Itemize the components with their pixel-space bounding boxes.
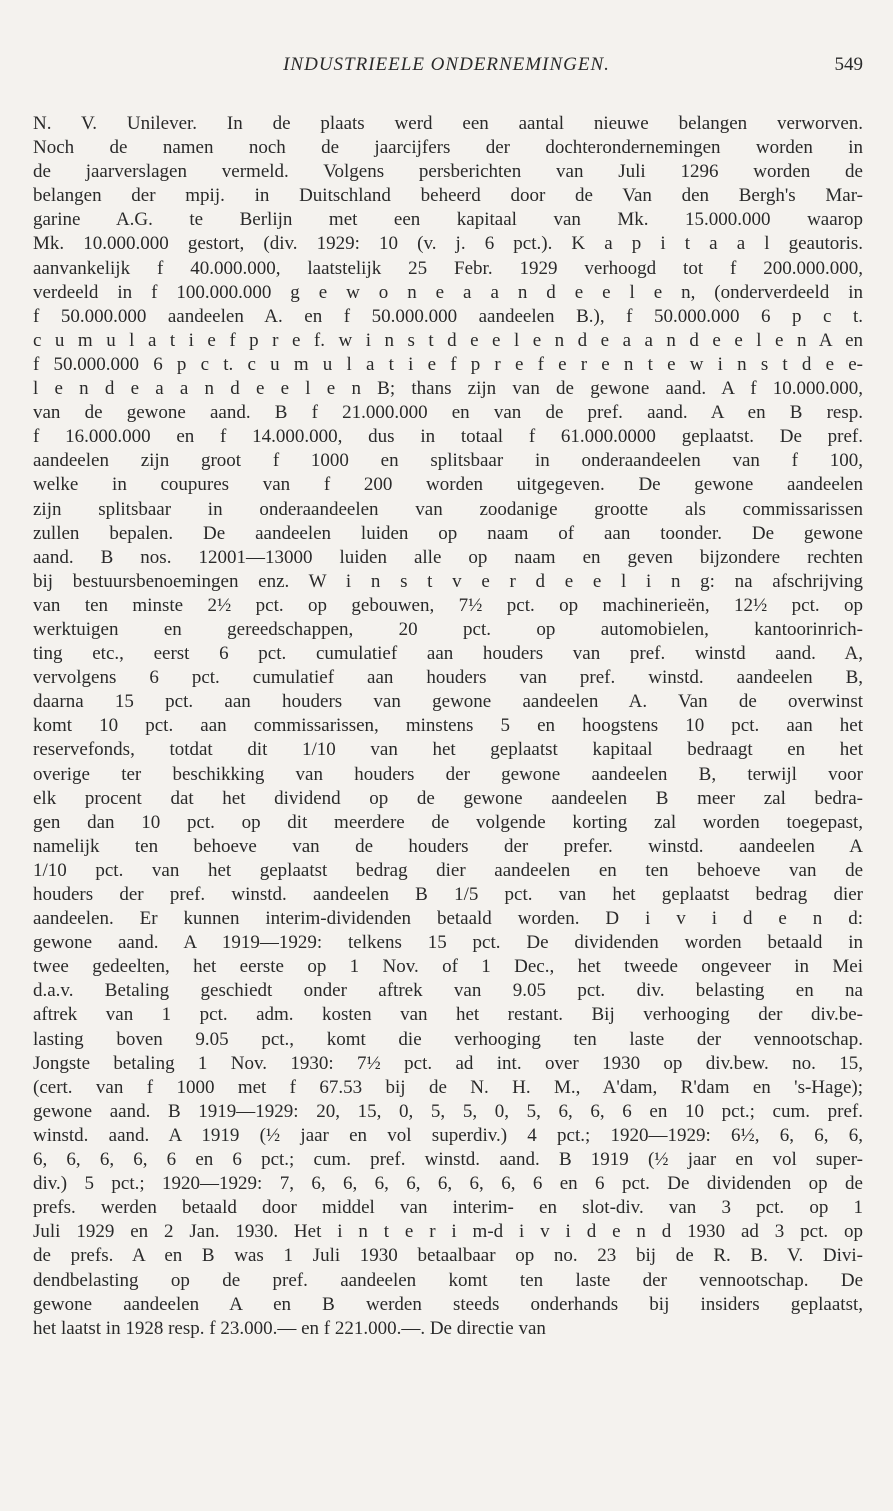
text-line: welke in coupures van f 200 worden uitgegeven. De gewone aandeelen (33, 474, 863, 496)
text-line: Noch de namen noch de jaarcijfers der dochterondernemingen worden in (33, 137, 863, 159)
text-line: gewone aandeelen A en B werden steeds onderhands bij insiders geplaatst, (33, 1293, 863, 1315)
text-line: f 50.000.000 6 p c t. c u m u l a t i e f p r e f e r e n t e w i n s t d e e- (33, 353, 863, 375)
text-line: komt 10 pct. aan commissarissen, minstens 5 en hoogstens 10 pct. aan het (33, 715, 863, 737)
text-line: Juli 1929 en 2 Jan. 1930. Het i n t e r i m-d i v i d e n d 1930 ad 3 pct. op (33, 1221, 863, 1243)
text-line: het laatst in 1928 resp. f 23.000.— en f 221.000.—. De directie van (33, 1317, 546, 1339)
text-line: gewone aand. B 1919—1929: 20, 15, 0, 5, 5, 0, 5, 6, 6, 6 en 10 pct.; cum. pref. (33, 1100, 863, 1122)
text-line: gen dan 10 pct. op dit meerdere de volgende korting zal worden toegepast, (33, 811, 863, 833)
text-line: lasting boven 9.05 pct., komt die verhooging ten laste der vennootschap. (33, 1028, 863, 1050)
text-line: gewone aand. A 1919—1929: telkens 15 pct. De dividenden worden betaald in (33, 932, 863, 954)
text-line: aandeelen zijn groot f 1000 en splitsbaar in onderaandeelen van f 100, (33, 450, 863, 472)
page-header (0, 54, 893, 84)
text-line: twee gedeelten, het eerste op 1 Nov. of 1 Dec., het tweede ongeveer in Mei (33, 956, 863, 978)
text-line: c u m u l a t i e f p r e f. w i n s t d e e l e n d e a a n d e e l e n A en (33, 329, 863, 351)
page-number: 549 (834, 54, 863, 75)
text-line: reservefonds, totdat dit 1/10 van het geplaatst kapitaal bedraagt en het (33, 739, 863, 761)
text-line: 1/10 pct. van het geplaatst bedrag dier aandeelen en ten behoeve van de (33, 859, 863, 881)
text-line: van de gewone aand. B f 21.000.000 en van de pref. aand. A en B resp. (33, 402, 863, 424)
text-line: van ten minste 2½ pct. op gebouwen, 7½ pct. op machinerieën, 12½ pct. op (33, 594, 863, 616)
text-line: elk procent dat het dividend op de gewone aandeelen B meer zal bedra- (33, 787, 863, 809)
running-title: INDUSTRIEELE ONDERNEMINGEN. (283, 54, 610, 75)
text-line: de jaarverslagen vermeld. Volgens persberichten van Juli 1296 worden de (33, 161, 863, 183)
text-line: Mk. 10.000.000 gestort, (div. 1929: 10 (v. j. 6 pct.). K a p i t a a l geautoris. (33, 233, 863, 255)
text-line: winstd. aand. A 1919 (½ jaar en vol superdiv.) 4 pct.; 1920—1929: 6½, 6, 6, 6, (33, 1124, 863, 1146)
text-line: garine A.G. te Berlijn met een kapitaal van Mk. 15.000.000 waarop (33, 209, 863, 231)
text-line: vervolgens 6 pct. cumulatief aan houders van pref. winstd. aandeelen B, (33, 667, 863, 689)
text-line: verdeeld in f 100.000.000 g e w o n e a a n d e e l e n, (onderverdeeld in (33, 281, 863, 303)
text-line: prefs. werden betaald door middel van interim- en slot-div. van 3 pct. op 1 (33, 1197, 863, 1219)
text-line: (cert. van f 1000 met f 67.53 bij de N. H. M., A'dam, R'dam en 's-Hage); (33, 1076, 863, 1098)
text-line: div.) 5 pct.; 1920—1929: 7, 6, 6, 6, 6, 6, 6, 6, 6 en 6 pct. De dividenden op de (33, 1173, 863, 1195)
text-line: overige ter beschikking van houders der gewone aandeelen B, terwijl voor (33, 763, 863, 785)
text-line: 6, 6, 6, 6, 6 en 6 pct.; cum. pref. winstd. aand. B 1919 (½ jaar en vol super- (33, 1149, 863, 1171)
text-line: l e n d e a a n d e e l e n B; thans zijn van de gewone aand. A f 10.000.000, (33, 378, 863, 400)
text-line: houders der pref. winstd. aandeelen B 1/5 pct. van het geplaatst bedrag dier (33, 884, 863, 905)
body-text (33, 112, 863, 1341)
text-line: d.a.v. Betaling geschiedt onder aftrek van 9.05 pct. div. belasting en na (33, 980, 863, 1002)
text-line: bij bestuursbenoemingen enz. W i n s t v e r d e e l i n g: na afschrijving (33, 570, 863, 592)
text-line: zullen bepalen. De aandeelen luiden op naam of aan toonder. De gewone (33, 522, 863, 544)
text-line: aandeelen. Er kunnen interim-dividenden betaald worden. D i v i d e n d: (33, 908, 863, 930)
text-line: belangen der mpij. in Duitschland beheerd door de Van den Bergh's Mar- (33, 185, 863, 207)
text-line: werktuigen en gereedschappen, 20 pct. op automobielen, kantoorinrich- (33, 618, 863, 640)
text-line: de prefs. A en B was 1 Juli 1930 betaalbaar op no. 23 bij de R. B. V. Divi- (33, 1245, 863, 1267)
text-line: aand. B nos. 12001—13000 luiden alle op naam en geven bijzondere rechten (33, 546, 863, 568)
text-line: namelijk ten behoeve van de houders der prefer. winstd. aandeelen A (33, 835, 863, 857)
text-line: zijn splitsbaar in onderaandeelen van zoodanige grootte als commissarissen (33, 498, 863, 520)
text-line: dendbelasting op de pref. aandeelen komt ten laste der vennootschap. De (33, 1269, 863, 1291)
text-line: f 50.000.000 aandeelen A. en f 50.000.000 aandeelen B.), f 50.000.000 6 p c t. (33, 305, 863, 327)
text-line: N. V. Unilever. In de plaats werd een aantal nieuwe belangen verworven. (33, 113, 863, 134)
text-line: aanvankelijk f 40.000.000, laatstelijk 25 Febr. 1929 verhoogd tot f 200.000.000, (33, 257, 863, 279)
text-line: daarna 15 pct. aan houders van gewone aandeelen A. Van de overwinst (33, 691, 863, 713)
text-line: aftrek van 1 pct. adm. kosten van het restant. Bij verhooging der div.be- (33, 1004, 863, 1026)
text-line: f 16.000.000 en f 14.000.000, dus in totaal f 61.000.0000 geplaatst. De pref. (33, 426, 863, 448)
text-line: Jongste betaling 1 Nov. 1930: 7½ pct. ad int. over 1930 op div.bew. no. 15, (33, 1052, 863, 1074)
text-line: ting etc., eerst 6 pct. cumulatief aan houders van pref. winstd aand. A, (33, 643, 863, 665)
